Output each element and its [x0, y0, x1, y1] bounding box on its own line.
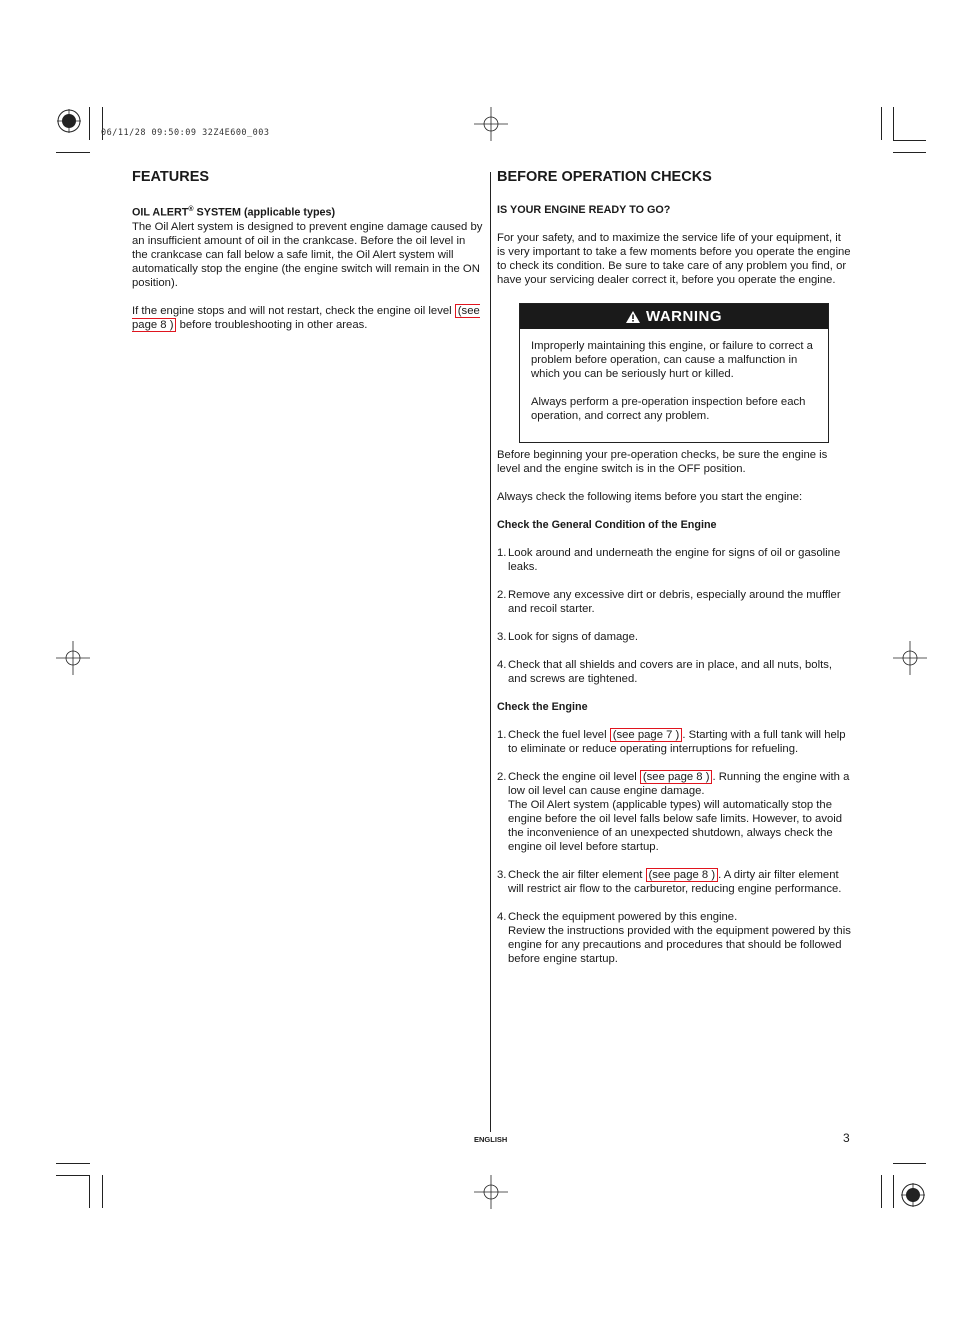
see-page-link[interactable]: (see page 7 ) — [610, 728, 683, 742]
engine-list — [497, 728, 851, 966]
general-heading: Check the General Condition of the Engine — [497, 519, 717, 531]
crosshair-icon — [474, 1175, 508, 1209]
print-stamp: 06/11/28 09:50:09 32Z4E600_003 — [101, 128, 270, 138]
list-item: 2. Check the engine oil level (see page 8 ) . Running the engine with a low oil level can cause engine damage. The Oil Alert system (applicable types) will automatically stop the engine before the oil level falls below safe limits. However, to avoid the inconvenience of an unexpected shutdown, always check the engine oil level before startup. — [497, 771, 850, 853]
list-item: 3. Check the air filter element (see page 8 ) . A dirty air filter element will restrict air flow to the carburetor, reducing engine performance. — [497, 869, 842, 895]
checks-section — [497, 168, 851, 980]
crosshair-icon — [56, 641, 90, 675]
column-divider — [490, 172, 491, 1132]
oil-alert-heading: OIL ALERT® SYSTEM (applicable types) — [132, 206, 336, 219]
crosshair-icon — [893, 641, 927, 675]
engine-stop-paragraph: If the engine stops and will not restart, check the engine oil level (see page 8 ) before troubleshooting in other areas. — [132, 304, 480, 331]
see-page-link[interactable]: (see page 8 ) — [640, 770, 713, 784]
list-item: 2. Remove any excessive dirt or debris, especially around the muffler and recoil starter. — [497, 589, 841, 615]
list-item: 1. Look around and underneath the engine for signs of oil or gasoline leaks. — [497, 547, 841, 573]
registration-target-icon — [57, 109, 81, 133]
warning-label: WARNING — [646, 308, 722, 325]
warning-triangle-icon — [626, 311, 640, 323]
checks-title: BEFORE OPERATION CHECKS — [497, 169, 712, 185]
list-item: 3. Look for signs of damage. — [497, 631, 638, 643]
features-section — [132, 168, 484, 346]
ready-heading: IS YOUR ENGINE READY TO GO? — [497, 204, 671, 216]
features-title: FEATURES — [132, 169, 210, 185]
engine-heading: Check the Engine — [497, 701, 588, 713]
page-number: 3 — [843, 1131, 850, 1145]
see-page-link[interactable]: (see page 8 ) — [132, 304, 480, 331]
level-text: Before beginning your pre-operation checks, be sure the engine is level and the engine switch is in the OFF position. — [497, 449, 828, 475]
always-text: Always check the following items before you start the engine: — [497, 491, 803, 503]
warning-box — [519, 303, 829, 443]
registration-target-icon — [901, 1183, 925, 1207]
see-page-link[interactable]: (see page 8 ) — [646, 868, 719, 882]
footer-language: ENGLISH — [474, 1135, 508, 1144]
crosshair-icon — [474, 107, 508, 141]
warning-body: Improperly maintaining this engine, or failure to correct a problem before operation, can cause a malfunction in which you can be seriously hurt or killed. Always perform a pre-operation inspection before each operation, and correct any problem. — [531, 340, 813, 422]
list-item: 1. Check the fuel level (see page 7 ) . Starting with a full tank will help to eliminate or reduce operating interruptions for refueling. — [497, 729, 846, 755]
general-list — [497, 546, 851, 686]
oil-alert-body: The Oil Alert system is designed to prevent engine damage caused by an insufficient amount of oil in the crankcase. Before the oil level in the crankcase can fall below a safe limit, the Oil Alert system will automatically stop the engine (the engine switch will remain in the ON position). — [132, 220, 483, 289]
warning-header — [520, 304, 828, 329]
ready-body: For your safety, and to maximize the service life of your equipment, it is very important to take a few moments before you operate the engine to check its condition. Be sure to take care of any problem you find, or have your servicing dealer correct it, before you operate the engine. — [497, 232, 851, 286]
list-item: 4. Check the equipment powered by this engine. Review the instructions provided with the equipment powered by this engine for any precautions and procedures that should be followed before engine startup. — [497, 911, 851, 965]
list-item: 4. Check that all shields and covers are in place, and all nuts, bolts, and screws are tightened. — [497, 659, 833, 685]
